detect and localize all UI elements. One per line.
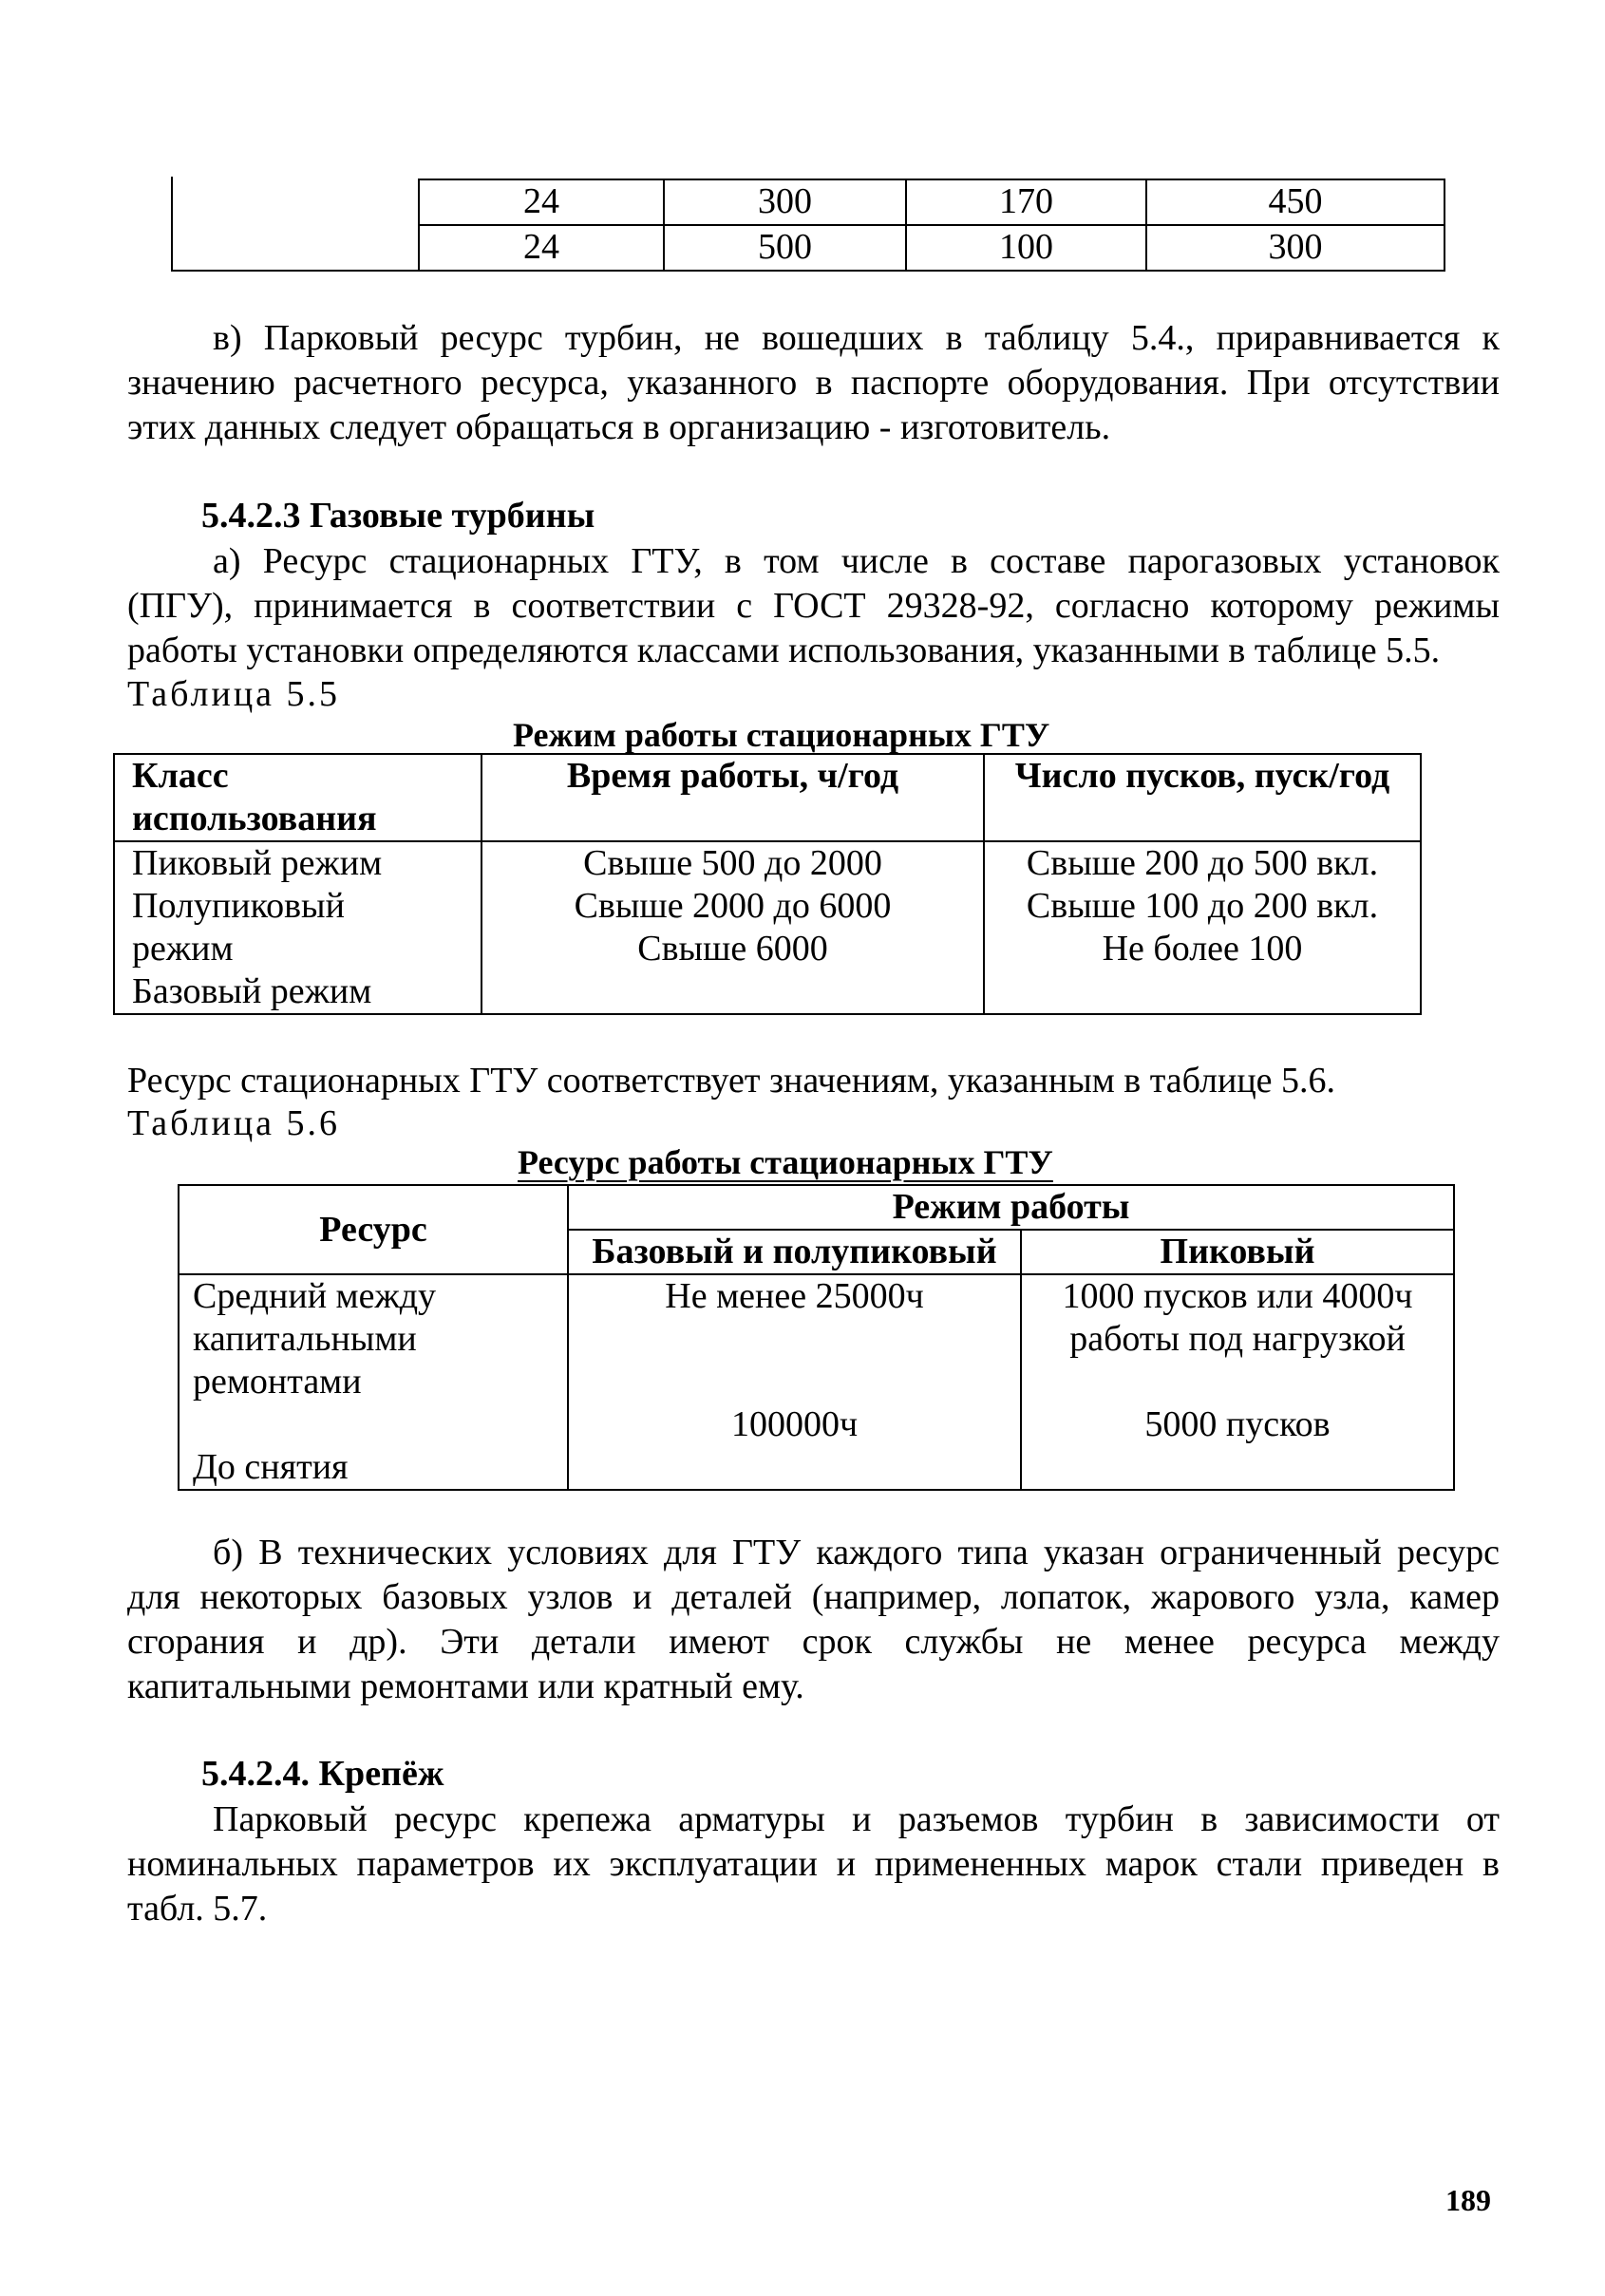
paragraph-a [127,539,1500,673]
top-table [418,179,1445,272]
cell-line: Не более 100 [1102,929,1303,969]
cell-spacer [193,1403,567,1446]
column-header-class: Класс использования [114,754,482,841]
table-cell: 170 [906,179,1146,225]
cell-line: 100000ч [730,1404,859,1444]
column-header-time: Время работы, ч/год [482,754,984,841]
cell-line: Полупиковый [132,886,345,926]
cell-line: Свыше 2000 до 6000 [574,886,892,926]
table-5-5 [113,753,1422,1015]
table-label: Таблица 5.5 [127,674,341,714]
text-line: Парковый ресурс крепежа арматуры и разъемов турбин в зависимости от [213,1799,1500,1839]
table-cell: 450 [1146,179,1444,225]
table-cell: 24 [419,179,664,225]
table-cell: 24 [419,225,664,271]
cell-line: Не менее 25000ч [665,1276,924,1316]
text-line: номинальных параметров их эксплуатации и примененных марок стали приведен в [127,1844,1500,1884]
section-heading: 5.4.2.3 Газовые турбины [201,496,595,536]
text-line: работы установки определяются классами использования, указанными в таблице 5.5. [127,630,1441,670]
text-line: капитальными ремонтами или кратный ему. [127,1666,804,1706]
text-line: этих данных следует обращаться в организацию - изготовитель. [127,407,1111,447]
cell-line: Средний между [193,1276,437,1316]
page-number: 189 [1445,2183,1491,2217]
table-title: Режим работы стационарных ГТУ [513,716,1050,754]
cell-line: Пиковый режим [132,843,383,883]
cell-line: работы под нагрузкой [1069,1319,1406,1359]
text-line: для некоторых базовых узлов и деталей (например, лопаток, жарового узла, камер [127,1577,1500,1617]
text-line: в) Парковый ресурс турбин, не вошедших в таблицу 5.4., приравнивается к [213,318,1500,358]
cell-line: Свыше 100 до 200 вкл. [1026,886,1379,926]
text-line: б) В технических условиях для ГТУ каждого типа указан ограниченный ресурс [213,1533,1500,1572]
paragraph-b [127,1531,1500,1709]
paragraph-krep [127,1797,1500,1931]
cell-line: Свыше 500 до 2000 [583,843,882,883]
paragraph-v [127,316,1500,450]
table-cell: 300 [664,179,906,225]
table-title: Ресурс работы стационарных ГТУ [518,1143,1053,1181]
table-cell [1021,1274,1454,1490]
table-label: Таблица 5.6 [127,1103,341,1143]
cell-line: режим [132,929,234,969]
column-header-starts: Число пусков, пуск/год [984,754,1421,841]
table-cell: 100 [906,225,1146,271]
top-table-left-rule [171,177,173,272]
cell-line: Свыше 6000 [637,929,828,969]
paragraph-resurs: Ресурс стационарных ГТУ соответствует значениям, указанным в таблице 5.6. [127,1061,1336,1101]
section-heading: 5.4.2.4. Крепёж [201,1754,444,1794]
table-5-6 [178,1184,1455,1491]
text-line: (ПГУ), принимается в соответствии с ГОСТ 29328-92, согласно которому режимы [127,586,1500,626]
column-header-peak: Пиковый [1021,1230,1454,1274]
text-line: сгорания и др). Эти детали имеют срок службы не менее ресурса между [127,1622,1500,1662]
text-line: значению расчетного ресурса, указанного в паспорте оборудования. При отсутствии [127,363,1500,403]
table-cell [984,841,1421,1014]
table-cell: 300 [1146,225,1444,271]
cell-line: капитальными [193,1319,417,1359]
table-cell [482,841,984,1014]
table-cell: 500 [664,225,906,271]
top-table-bottom-rule [171,270,420,272]
column-header-base: Базовый и полупиковый [568,1230,1021,1274]
text-line: табл. 5.7. [127,1889,268,1929]
table-cell [114,841,482,1014]
table-cell [179,1274,568,1490]
cell-spacer [1022,1361,1453,1403]
cell-line: ремонтами [193,1362,362,1402]
cell-line: Свыше 200 до 500 вкл. [1026,843,1379,883]
cell-line: Базовый режим [132,971,372,1011]
cell-spacer [569,1361,1020,1403]
table-cell [568,1274,1021,1490]
cell-line: 1000 пусков или 4000ч [1062,1276,1413,1316]
text-line: а) Ресурс стационарных ГТУ, в том числе в составе парогазовых установок [213,541,1500,581]
column-header-resurs: Ресурс [179,1185,568,1274]
cell-line: До снятия [193,1447,349,1487]
column-header-mode: Режим работы [568,1185,1454,1230]
cell-line: 5000 пусков [1144,1404,1331,1444]
cell-spacer [569,1318,1020,1361]
